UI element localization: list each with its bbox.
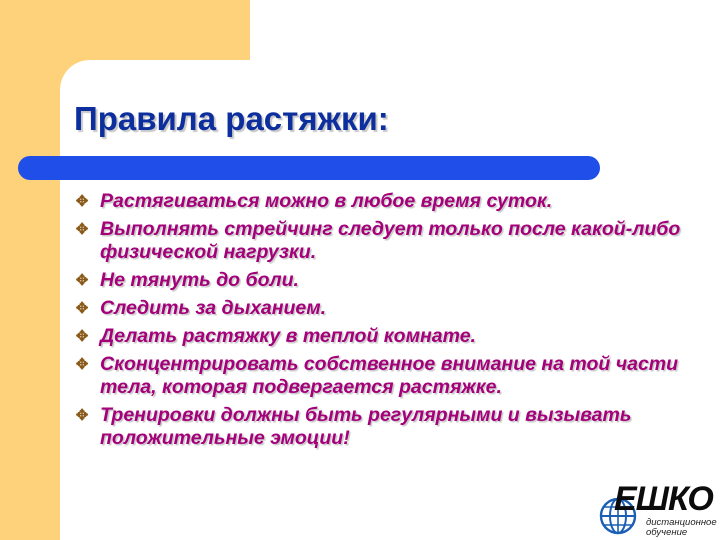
bullet-icon: ✥: [75, 328, 89, 345]
bullet-item: [72, 269, 712, 292]
logo-wordmark: ЕШКО: [614, 480, 713, 518]
title-underline-bar: [18, 156, 600, 180]
bullet-text: Сконцентрировать собственное внимание на той части тела, которая подвергается растяжке.: [100, 353, 679, 398]
bullet-icon: ✥: [75, 221, 89, 238]
bullet-text: Не тянуть до боли.: [100, 269, 299, 291]
bullet-item: [72, 325, 712, 348]
logo-tagline: дистанционное обучение: [646, 517, 717, 538]
bullet-item: [72, 297, 712, 320]
bullet-list: [72, 190, 712, 455]
bullet-icon: ✥: [75, 272, 89, 289]
bullet-item: [72, 190, 712, 213]
bullet-item: [72, 404, 712, 450]
bullet-item: [72, 353, 712, 399]
bullet-item: [72, 218, 712, 264]
bullet-icon: ✥: [75, 193, 89, 210]
bullet-text: Тренировки должны быть регулярными и вызывать положительные эмоции!: [100, 404, 632, 449]
eshko-logo: [598, 480, 720, 540]
bullet-icon: ✥: [75, 356, 89, 373]
bullet-icon: ✥: [75, 300, 89, 317]
bullet-text: Растягиваться можно в любое время суток.: [100, 190, 553, 212]
bullet-text: Выполнять стрейчинг следует только после какой-либо физической нагрузки.: [100, 218, 681, 263]
bullet-text: Следить за дыханием.: [100, 297, 327, 319]
bullet-text: Делать растяжку в теплой комнате.: [100, 325, 476, 347]
slide-title: Правила растяжки:: [74, 100, 389, 137]
bullet-icon: ✥: [75, 407, 89, 424]
